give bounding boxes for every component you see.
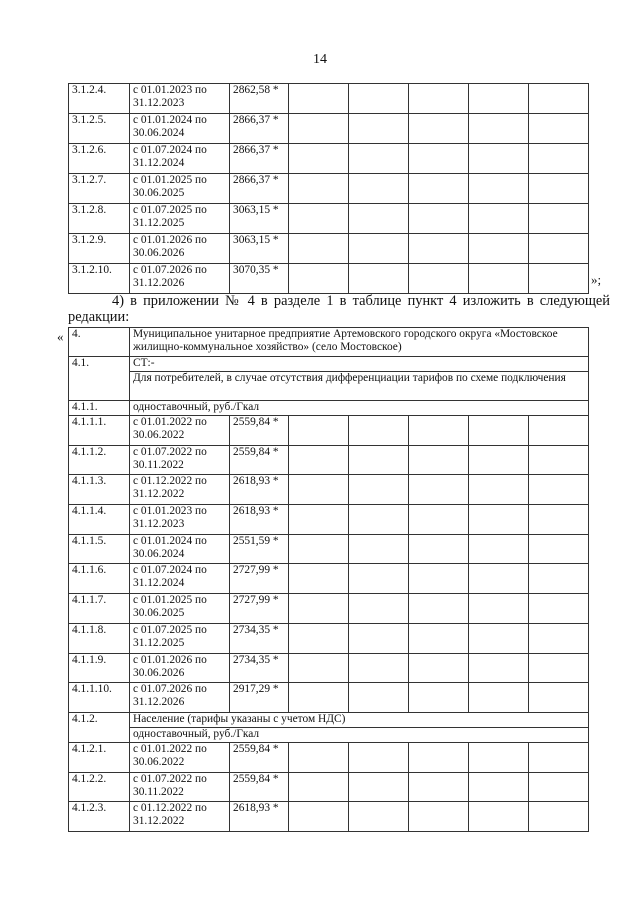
tariff-row (69, 564, 589, 594)
period-cell (130, 475, 230, 505)
period-end: 30.11.2022 (133, 785, 184, 798)
empty-cell (409, 772, 469, 802)
tariff-row (69, 445, 589, 475)
tariff-value: 3070,35 * (230, 264, 289, 294)
row-number: 4.1.2.2. (69, 772, 130, 802)
empty-cell (349, 802, 409, 832)
row-number: 3.1.2.5. (69, 114, 130, 144)
tariff-value: 2618,93 * (230, 505, 289, 535)
row-number: 4.1.2.1. (69, 742, 130, 772)
empty-cell (409, 264, 469, 294)
empty-cell (349, 204, 409, 234)
empty-cell (289, 264, 349, 294)
period-end: 31.12.2024 (133, 577, 185, 590)
empty-cell (349, 683, 409, 713)
row-number: 3.1.2.7. (69, 174, 130, 204)
row-number: 3.1.2.9. (69, 234, 130, 264)
empty-cell (349, 772, 409, 802)
empty-cell (349, 475, 409, 505)
period-start: с 01.01.2025 по (133, 594, 207, 607)
empty-cell (469, 445, 529, 475)
empty-cell (529, 772, 589, 802)
empty-cell (289, 234, 349, 264)
consumers-row (69, 372, 589, 401)
empty-cell (529, 84, 589, 114)
period-start: с 01.01.2026 по (133, 653, 207, 666)
empty-cell (469, 534, 529, 564)
empty-cell (529, 742, 589, 772)
tariff-row (69, 534, 589, 564)
empty-cell (469, 234, 529, 264)
period-end: 31.12.2023 (133, 518, 185, 531)
empty-cell (469, 772, 529, 802)
tariff-value: 2618,93 * (230, 475, 289, 505)
tariff-value: 2866,37 * (230, 174, 289, 204)
period-cell (130, 534, 230, 564)
empty-cell (529, 445, 589, 475)
sub2-rate-row (69, 727, 589, 742)
period-end: 30.06.2022 (133, 429, 185, 441)
empty-cell (349, 416, 409, 446)
tariff-value: 2559,84 * (230, 445, 289, 475)
empty-cell (409, 445, 469, 475)
row-number: 4.1.1.3. (69, 475, 130, 505)
tariff-row (69, 144, 589, 174)
period-end: 31.12.2026 (133, 277, 185, 289)
row-number: 4.1.1.10. (69, 683, 130, 713)
tariff-value: 2727,99 * (230, 594, 289, 624)
tariff-value: 2866,37 * (230, 114, 289, 144)
empty-cell (409, 802, 469, 832)
period-cell (130, 653, 230, 683)
empty-cell (469, 264, 529, 294)
period-start: с 01.01.2023 по (133, 505, 207, 518)
empty-cell (289, 534, 349, 564)
tariff-row (69, 204, 589, 234)
row-number: 3.1.2.10. (69, 264, 130, 294)
period-cell (130, 683, 230, 713)
empty-cell (349, 742, 409, 772)
period-cell (130, 234, 230, 264)
empty-cell (349, 84, 409, 114)
empty-cell (289, 683, 349, 713)
row-number: 4.1.1.2. (69, 445, 130, 475)
tariff-table-continued (68, 83, 589, 294)
tariff-row (69, 234, 589, 264)
tariff-row (69, 416, 589, 446)
tariff-table-item-4 (68, 327, 589, 832)
period-cell (130, 204, 230, 234)
empty-cell (469, 594, 529, 624)
period-cell (130, 623, 230, 653)
empty-cell (409, 174, 469, 204)
empty-cell (469, 683, 529, 713)
empty-cell (349, 144, 409, 174)
tariff-row (69, 772, 589, 802)
period-end: 30.06.2024 (133, 547, 185, 560)
empty-cell (289, 623, 349, 653)
tariff-row (69, 264, 589, 294)
tariff-value: 2618,93 * (230, 802, 289, 832)
empty-cell (529, 594, 589, 624)
empty-cell (469, 204, 529, 234)
tariff-row (69, 742, 589, 772)
amendment-paragraph (68, 293, 610, 325)
empty-cell (349, 653, 409, 683)
empty-cell (409, 653, 469, 683)
empty-cell (349, 594, 409, 624)
period-cell (130, 445, 230, 475)
st-row (69, 357, 589, 372)
tariff-value: 2734,35 * (230, 653, 289, 683)
period-start: с 01.12.2022 по (133, 802, 207, 815)
empty-cell (529, 802, 589, 832)
page-number: 14 (313, 52, 327, 67)
period-cell (130, 594, 230, 624)
closing-quote: »; (591, 272, 602, 287)
empty-cell (409, 84, 469, 114)
sub2-label: Население (тарифы указаны с учетом НДС) (130, 712, 589, 727)
tariff-row (69, 594, 589, 624)
period-cell (130, 802, 230, 832)
row-number: 3.1.2.8. (69, 204, 130, 234)
period-start: с 01.01.2024 по (133, 534, 207, 547)
sub2-number: 4.1.2. (69, 712, 130, 742)
empty-cell (529, 623, 589, 653)
row-number: 4.1.2.3. (69, 802, 130, 832)
tariff-value: 3063,15 * (230, 204, 289, 234)
paragraph-line-1: 4) в приложении № 4 в разделе 1 в таблице пункт 4 изложить в следующей (112, 293, 610, 309)
empty-cell (529, 264, 589, 294)
empty-cell (469, 564, 529, 594)
empty-cell (409, 144, 469, 174)
tariff-value: 2917,29 * (230, 683, 289, 713)
period-start: с 01.01.2025 по (133, 174, 207, 186)
period-start: с 01.01.2024 по (133, 114, 207, 126)
period-end: 31.12.2022 (133, 815, 185, 828)
tariff-value: 2866,37 * (230, 144, 289, 174)
row-number: 4.1.1.9. (69, 653, 130, 683)
row-number: 4.1.1.1. (69, 416, 130, 446)
empty-cell (409, 114, 469, 144)
empty-cell (289, 114, 349, 144)
empty-cell (529, 534, 589, 564)
empty-cell (469, 505, 529, 535)
empty-cell (289, 653, 349, 683)
empty-cell (529, 653, 589, 683)
tariff-value: 2559,84 * (230, 416, 289, 446)
empty-cell (469, 114, 529, 144)
empty-cell (469, 475, 529, 505)
row-number: 4.1.1.8. (69, 623, 130, 653)
tariff-row (69, 683, 589, 713)
empty-cell (289, 772, 349, 802)
period-start: с 01.07.2022 по (133, 445, 207, 458)
empty-cell (409, 623, 469, 653)
empty-cell (289, 505, 349, 535)
opening-quote: « (57, 329, 64, 344)
empty-cell (349, 114, 409, 144)
period-cell (130, 144, 230, 174)
empty-cell (469, 623, 529, 653)
empty-cell (289, 84, 349, 114)
empty-cell (289, 564, 349, 594)
st-number: 4.1. (69, 357, 130, 401)
tariff-value: 2862,58 * (230, 84, 289, 114)
consumers-text: Для потребителей, в случае отсутствия дифференциации тарифов по схеме подключения (130, 372, 589, 401)
tariff-value: 2727,99 * (230, 564, 289, 594)
empty-cell (469, 174, 529, 204)
empty-cell (529, 114, 589, 144)
empty-cell (529, 144, 589, 174)
empty-cell (289, 802, 349, 832)
st-label: СТ:- (130, 357, 589, 372)
row-number: 3.1.2.6. (69, 144, 130, 174)
sub1-row (69, 401, 589, 416)
period-end: 30.06.2022 (133, 755, 185, 768)
period-cell (130, 114, 230, 144)
tariff-row (69, 114, 589, 144)
row-number: 4.1.1.4. (69, 505, 130, 535)
empty-cell (469, 742, 529, 772)
period-start: с 01.07.2026 по (133, 264, 207, 276)
empty-cell (409, 594, 469, 624)
period-start: с 01.07.2025 по (133, 204, 207, 216)
empty-cell (529, 505, 589, 535)
empty-cell (529, 683, 589, 713)
empty-cell (529, 174, 589, 204)
empty-cell (349, 505, 409, 535)
empty-cell (409, 204, 469, 234)
period-start: с 01.07.2026 по (133, 683, 207, 696)
period-start: с 01.01.2022 по (133, 416, 207, 428)
sub1-label: одноставочный, руб./Гкал (130, 401, 589, 416)
empty-cell (289, 742, 349, 772)
empty-cell (409, 234, 469, 264)
empty-cell (289, 475, 349, 505)
tariff-row (69, 174, 589, 204)
paragraph-line-2: редакции: (68, 309, 130, 325)
period-end: 30.06.2026 (133, 666, 185, 679)
period-cell (130, 264, 230, 294)
empty-cell (349, 264, 409, 294)
empty-cell (289, 144, 349, 174)
period-start: с 01.01.2022 по (133, 742, 207, 755)
empty-cell (469, 802, 529, 832)
period-cell (130, 416, 230, 446)
empty-cell (289, 594, 349, 624)
period-cell (130, 564, 230, 594)
period-end: 31.12.2025 (133, 636, 185, 649)
tariff-row (69, 475, 589, 505)
empty-cell (529, 564, 589, 594)
row-number: 3.1.2.4. (69, 84, 130, 114)
empty-cell (409, 742, 469, 772)
tariff-value: 2559,84 * (230, 772, 289, 802)
period-end: 30.06.2026 (133, 247, 185, 259)
org-row (69, 328, 589, 357)
empty-cell (409, 564, 469, 594)
period-end: 31.12.2025 (133, 217, 185, 229)
period-end: 30.06.2025 (133, 187, 185, 199)
empty-cell (409, 534, 469, 564)
empty-cell (289, 416, 349, 446)
period-cell (130, 742, 230, 772)
empty-cell (529, 416, 589, 446)
empty-cell (529, 234, 589, 264)
empty-cell (409, 475, 469, 505)
empty-cell (469, 653, 529, 683)
period-start: с 01.01.2026 по (133, 234, 207, 246)
empty-cell (409, 683, 469, 713)
empty-cell (349, 445, 409, 475)
empty-cell (529, 475, 589, 505)
empty-cell (349, 234, 409, 264)
period-cell (130, 772, 230, 802)
empty-cell (409, 416, 469, 446)
empty-cell (349, 174, 409, 204)
empty-cell (469, 144, 529, 174)
row-number: 4.1.1.5. (69, 534, 130, 564)
period-end: 30.06.2024 (133, 127, 185, 139)
empty-cell (289, 174, 349, 204)
empty-cell (409, 505, 469, 535)
period-end: 31.12.2023 (133, 97, 185, 109)
period-start: с 01.12.2022 по (133, 475, 207, 488)
period-cell (130, 505, 230, 535)
empty-cell (349, 534, 409, 564)
period-start: с 01.07.2025 по (133, 623, 207, 636)
tariff-row (69, 623, 589, 653)
period-end: 30.11.2022 (133, 458, 184, 471)
period-cell (130, 174, 230, 204)
tariff-value: 2734,35 * (230, 623, 289, 653)
empty-cell (529, 204, 589, 234)
tariff-row (69, 653, 589, 683)
period-cell (130, 84, 230, 114)
period-start: с 01.07.2024 по (133, 144, 207, 156)
tariff-row (69, 84, 589, 114)
period-start: с 01.01.2023 по (133, 84, 207, 96)
period-start: с 01.07.2022 по (133, 772, 207, 785)
period-end: 31.12.2022 (133, 488, 185, 501)
period-end: 31.12.2026 (133, 696, 185, 709)
empty-cell (469, 416, 529, 446)
tariff-value: 2559,84 * (230, 742, 289, 772)
empty-cell (289, 204, 349, 234)
sub1-number: 4.1.1. (69, 401, 130, 416)
empty-cell (469, 84, 529, 114)
empty-cell (349, 564, 409, 594)
row-number: 4.1.1.6. (69, 564, 130, 594)
tariff-row (69, 505, 589, 535)
sub2-row (69, 712, 589, 727)
period-end: 30.06.2025 (133, 607, 185, 620)
row-number: 4.1.1.7. (69, 594, 130, 624)
period-start: с 01.07.2024 по (133, 564, 207, 577)
period-end: 31.12.2024 (133, 157, 185, 169)
org-number: 4. (69, 328, 130, 357)
tariff-value: 3063,15 * (230, 234, 289, 264)
empty-cell (289, 445, 349, 475)
sub2-rate-label: одноставочный, руб./Гкал (130, 727, 589, 742)
org-name: Муниципальное унитарное предприятие Артемовского городского округа «Мостовское жилищно-коммунальное хозяйство» (село Мостовское) (130, 328, 589, 357)
tariff-value: 2551,59 * (230, 534, 289, 564)
tariff-row (69, 802, 589, 832)
empty-cell (349, 623, 409, 653)
